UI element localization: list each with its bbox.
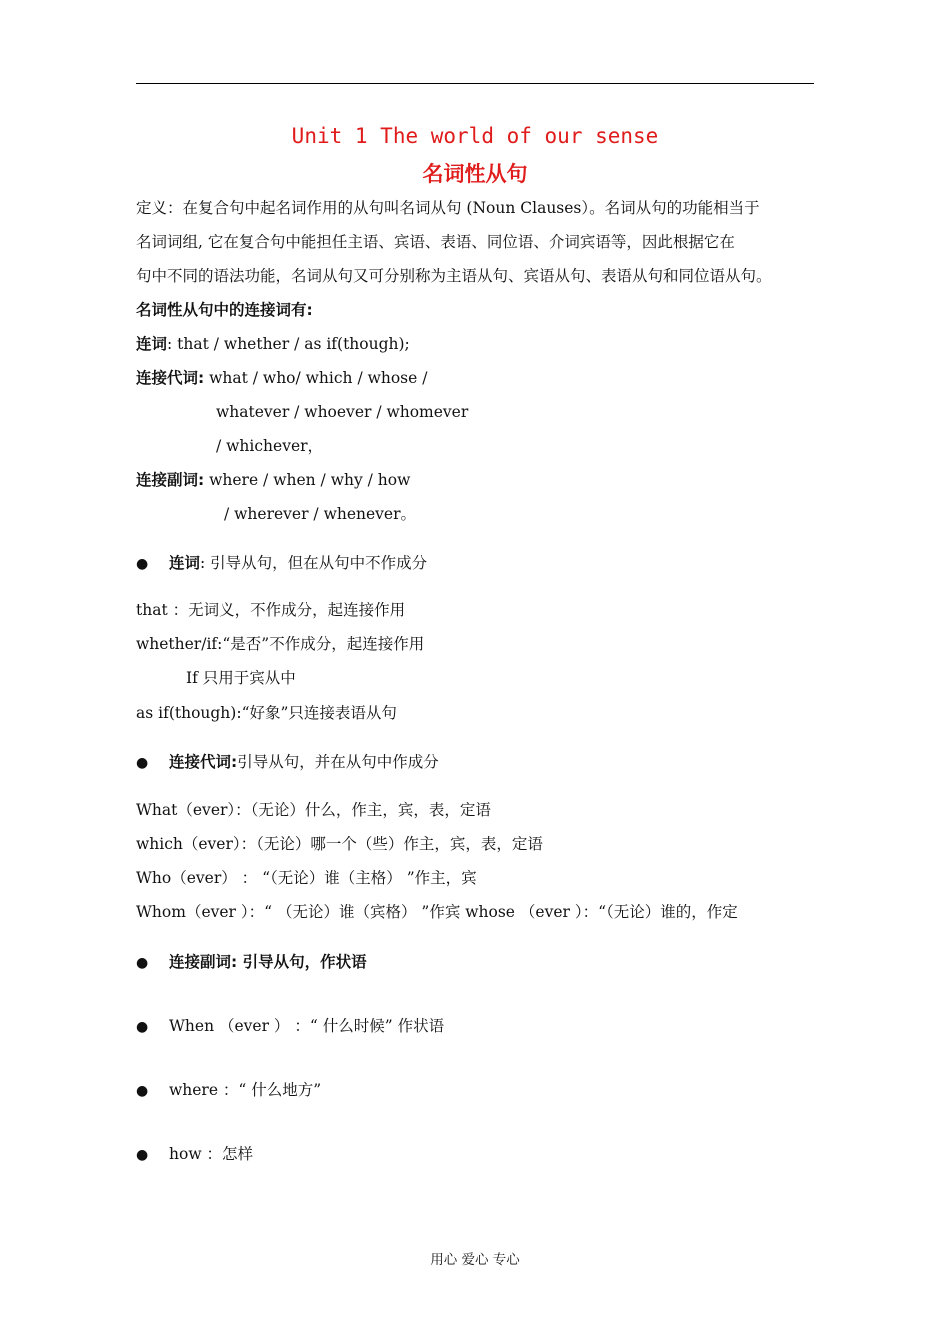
conj-item: If 只用于宾从中 (186, 669, 296, 687)
bullet-adv-text: 连接副词: 引导从句，作状语 (169, 953, 367, 971)
page-subtitle: 名词性从句 (422, 162, 528, 186)
bullet-conj-label: 连词 (169, 554, 201, 572)
pron-text: what / who/ which / whose / (204, 369, 428, 387)
adv-line (136, 470, 410, 490)
pron-item: What（ever）：（无论）什么，作主，宾，表，定语 (136, 801, 491, 819)
bullet-dot-icon: ● (136, 556, 149, 572)
bullet-dot-icon: ● (136, 955, 149, 971)
definition-line-2: 名词词组, 它在复合句中能担任主语、宾语、表语、同位语、介词宾语等，因此根据它在 (136, 233, 735, 251)
bullet-adv-item (136, 1016, 444, 1037)
bullet-adv-item (136, 1080, 321, 1101)
connectors-heading: 名词性从句中的连接词有: (136, 301, 313, 319)
adv-item: how ：怎样 (169, 1145, 254, 1163)
pron-item: Whom（ever ）：“ （无论）谁（宾格） ”作宾 whose （ever ）：“（无论）谁的，作定 (136, 903, 738, 921)
bullet-dot-icon: ● (136, 1083, 149, 1099)
pron-label: 连接代词: (136, 369, 205, 387)
bullet-dot-icon: ● (136, 755, 149, 771)
pron-line (136, 368, 427, 388)
pron-item: Who（ever） ： “（无论）谁（主格） ”作主，宾 (136, 869, 477, 887)
page-footer: 用心 爱心 专心 (430, 1252, 520, 1268)
definition-line-1: 定义：在复合句中起名词作用的从句叫名词从句 (Noun Clauses）。名词从句的功能相当于 (136, 199, 760, 217)
bullet-pron-label: 连接代词: (169, 753, 238, 771)
conj-line (136, 334, 410, 354)
header-rule (136, 83, 814, 84)
adv-item: where ：“ 什么地方” (169, 1081, 322, 1099)
bullet-pron-text: 引导从句，并在从句中作成分 (237, 753, 439, 771)
conj-label: 连词 (136, 335, 168, 353)
adv-item: When （ever ） ：“ 什么时候” 作状语 (169, 1017, 445, 1035)
bullet-dot-icon: ● (136, 1019, 149, 1035)
adv-line-2: / wherever / whenever。 (224, 505, 416, 523)
pron-item: which（ever）：（无论）哪一个（些）作主，宾，表，定语 (136, 835, 543, 853)
conj-text: : that / whether / as if(though); (167, 335, 410, 353)
bullet-dot-icon: ● (136, 1147, 149, 1163)
conj-item: whether/if:“是否”不作成分，起连接作用 (136, 635, 425, 653)
conj-item: that ：无词义，不作成分，起连接作用 (136, 601, 406, 619)
bullet-adv-item (136, 1144, 253, 1165)
adv-text: where / when / why / how (204, 471, 411, 489)
definition-line-3: 句中不同的语法功能，名词从句又可分别称为主语从句、宾语从句、表语从句和同位语从句。 (136, 267, 772, 285)
bullet-conj-text: : 引导从句，但在从句中不作成分 (200, 554, 428, 572)
page-title: Unit 1 The world of our sense (291, 124, 659, 148)
bullet-adv (136, 952, 367, 973)
pron-line-2: whatever / whoever / whomever (216, 403, 469, 421)
bullet-conj (136, 553, 427, 574)
bullet-pron (136, 752, 439, 773)
pron-line-3: / whichever， (216, 437, 324, 455)
adv-label: 连接副词: (136, 471, 205, 489)
conj-item: as if(though):“好象”只连接表语从句 (136, 704, 397, 722)
